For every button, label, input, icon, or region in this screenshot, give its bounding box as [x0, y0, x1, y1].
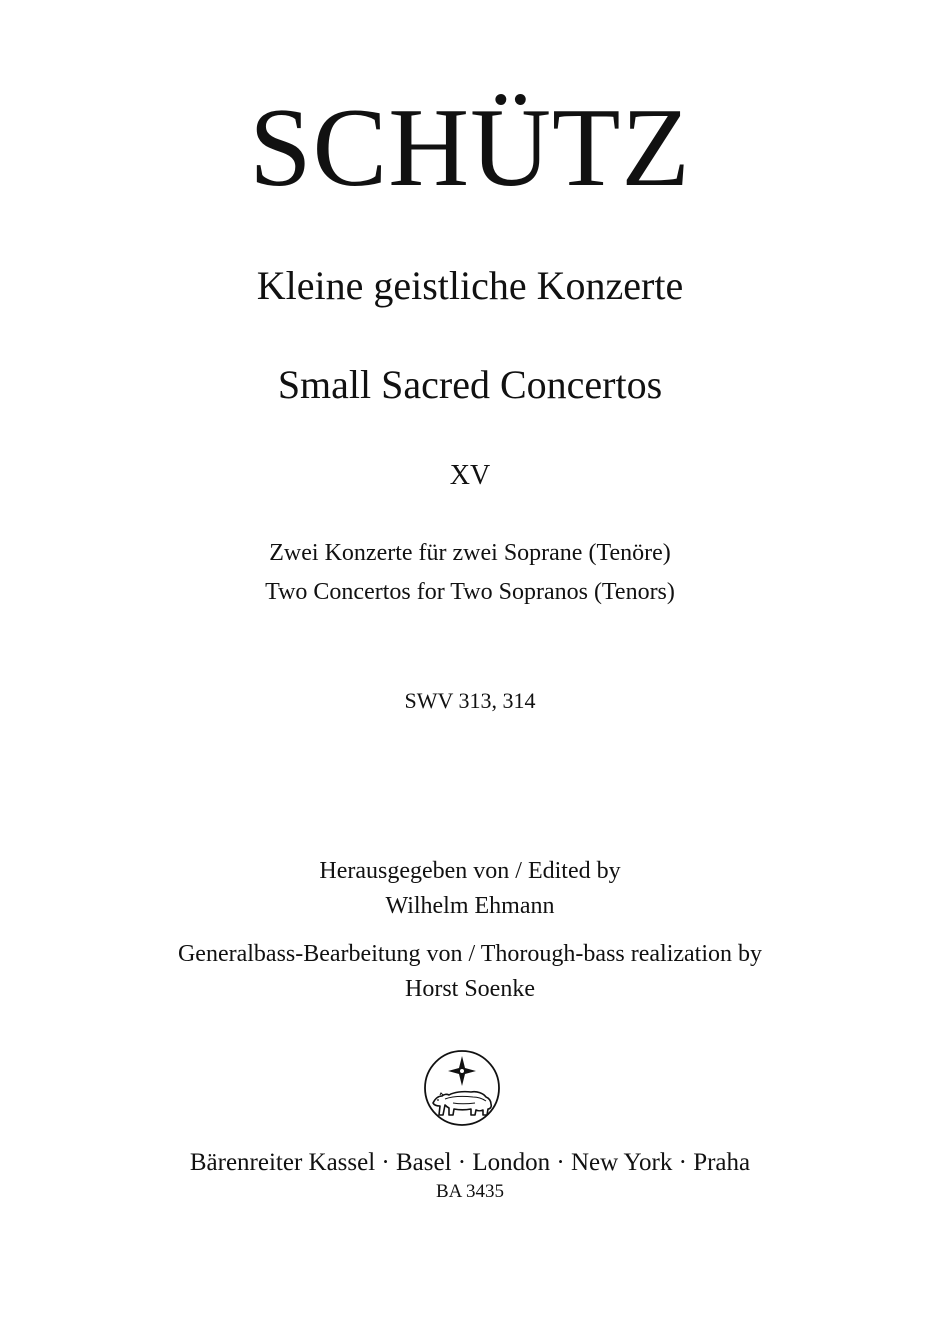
logo-svg	[423, 1049, 501, 1127]
title-german: Kleine geistliche Konzerte	[256, 263, 684, 308]
composer-name: SCHÜTZ	[249, 86, 691, 210]
realization-label: Generalbass-Bearbeitung von / Thorough-bass realization by	[177, 941, 763, 967]
publisher-imprint: Bärenreiter Kassel · Basel · London · New York · Praha	[189, 1149, 751, 1176]
baerenreiter-bear-star-logo-icon	[423, 1049, 501, 1127]
subtitle-german: Zwei Konzerte für zwei Soprane (Tenöre)	[269, 540, 671, 566]
volume-number: XV	[449, 460, 491, 491]
title-english: Small Sacred Concertos	[277, 362, 663, 407]
editor-name: Wilhelm Ehmann	[385, 893, 555, 919]
subtitle-english: Two Concertos for Two Sopranos (Tenors)	[265, 579, 675, 605]
publication-number: BA 3435	[435, 1181, 505, 1202]
realizer-name: Horst Soenke	[405, 976, 535, 1002]
edited-by-label: Herausgegeben von / Edited by	[319, 858, 621, 884]
catalog-number: SWV 313, 314	[404, 688, 536, 713]
